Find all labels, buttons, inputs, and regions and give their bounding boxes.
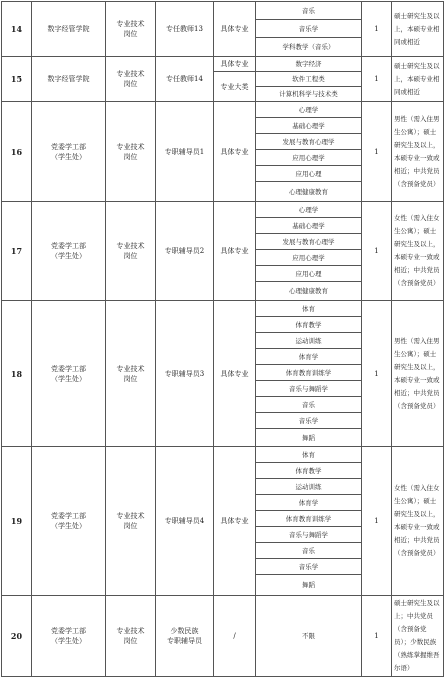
major-cell: 舞蹈 (256, 429, 362, 447)
recruitment-table (1, 1, 444, 677)
table-row (2, 57, 444, 72)
major-cell: 音乐 (256, 543, 362, 559)
major-cell: 音乐学 (256, 559, 362, 575)
category-cell: 具体专业 (214, 447, 256, 596)
post-name-cell: 少数民族 专职辅导员 (156, 596, 214, 677)
department-cell: 数字经管学院 (32, 57, 106, 102)
position-type-cell: 专业技术 岗位 (106, 301, 156, 447)
count-cell: 1 (362, 202, 392, 301)
major-cell: 应用心理 (256, 266, 362, 282)
category-cell: 具体专业 (214, 202, 256, 301)
post-name-cell: 专职辅导员4 (156, 447, 214, 596)
major-cell: 运动训练 (256, 333, 362, 349)
major-cell: 音乐与舞蹈学 (256, 527, 362, 543)
category-cell: 具体专业 (214, 57, 256, 72)
row-number: 15 (2, 57, 32, 102)
major-cell: 体育学 (256, 349, 362, 365)
major-cell: 基础心理学 (256, 118, 362, 134)
category-cell: 具体专业 (214, 2, 256, 57)
major-cell: 音乐 (256, 2, 362, 20)
major-cell: 心理健康教育 (256, 282, 362, 301)
position-type-cell: 专业技术 岗位 (106, 596, 156, 677)
post-name-cell: 专任教师14 (156, 57, 214, 102)
major-cell: 体育教学 (256, 317, 362, 333)
major-cell: 体育 (256, 447, 362, 463)
department-cell: 党委学工部 （学生处） (32, 202, 106, 301)
requirement-cell: 硕士研究生及以上，本硕专业相同或相近 (392, 2, 444, 57)
major-cell: 音乐 (256, 397, 362, 413)
row-number: 20 (2, 596, 32, 677)
major-cell: 心理学 (256, 102, 362, 118)
major-cell: 发展与教育心理学 (256, 134, 362, 150)
major-cell: 音乐与舞蹈学 (256, 381, 362, 397)
post-name-cell: 专职辅导员1 (156, 102, 214, 202)
position-type-cell: 专业技术 岗位 (106, 102, 156, 202)
major-cell: 基础心理学 (256, 218, 362, 234)
requirement-cell: 硕士研究生及以上，本硕专业相同或相近 (392, 57, 444, 102)
requirement-cell: 硕士研究生及以上；中共党员（含预备党员）；少数民族（熟练掌握维吾尔语） (392, 596, 444, 677)
table-row (2, 102, 444, 118)
row-number: 19 (2, 447, 32, 596)
major-cell: 运动训练 (256, 479, 362, 495)
major-cell: 不限 (256, 596, 362, 677)
count-cell: 1 (362, 57, 392, 102)
count-cell: 1 (362, 596, 392, 677)
major-cell: 体育教学 (256, 463, 362, 479)
count-cell: 1 (362, 447, 392, 596)
major-cell: 应用心理学 (256, 150, 362, 166)
requirement-cell: 男性（需入住男生公寓）；硕士研究生及以上，本硕专业一致或相近；中共党员（含预备党员） (392, 102, 444, 202)
department-cell: 党委学工部 （学生处） (32, 447, 106, 596)
table-row (2, 2, 444, 20)
major-cell: 计算机科学与技术类 (256, 87, 362, 102)
requirement-cell: 女性（需入住女生公寓）；硕士研究生及以上，本硕专业一致或相近；中共党员（含预备党员） (392, 447, 444, 596)
category-cell: 具体专业 (214, 301, 256, 447)
major-cell: 心理学 (256, 202, 362, 218)
post-name-cell: 专任教师13 (156, 2, 214, 57)
major-cell: 发展与教育心理学 (256, 234, 362, 250)
department-cell: 党委学工部 （学生处） (32, 596, 106, 677)
category-cell: 具体专业 (214, 102, 256, 202)
table-row (2, 447, 444, 463)
position-type-cell: 专业技术 岗位 (106, 2, 156, 57)
major-cell: 软件工程类 (256, 72, 362, 87)
major-cell: 舞蹈 (256, 575, 362, 596)
row-number: 18 (2, 301, 32, 447)
count-cell: 1 (362, 301, 392, 447)
major-cell: 应用心理 (256, 166, 362, 182)
major-cell: 体育 (256, 301, 362, 317)
position-type-cell: 专业技术 岗位 (106, 202, 156, 301)
major-cell: 数字经济 (256, 57, 362, 72)
major-cell: 音乐学 (256, 20, 362, 38)
post-name-cell: 专职辅导员2 (156, 202, 214, 301)
table-row (2, 202, 444, 218)
count-cell: 1 (362, 102, 392, 202)
requirement-cell: 男性（需入住男生公寓）；硕士研究生及以上，本硕专业一致或相近；中共党员（含预备党员） (392, 301, 444, 447)
department-cell: 数字经管学院 (32, 2, 106, 57)
major-cell: 心理健康教育 (256, 182, 362, 202)
position-type-cell: 专业技术 岗位 (106, 57, 156, 102)
table-row (2, 596, 444, 677)
category-cell: / (214, 596, 256, 677)
department-cell: 党委学工部 （学生处） (32, 102, 106, 202)
table-row (2, 301, 444, 317)
major-cell: 体育教育训练学 (256, 511, 362, 527)
department-cell: 党委学工部 （学生处） (32, 301, 106, 447)
major-cell: 体育学 (256, 495, 362, 511)
row-number: 16 (2, 102, 32, 202)
category-cell: 专业大类 (214, 72, 256, 102)
major-cell: 体育教育训练学 (256, 365, 362, 381)
major-cell: 学科教学（音乐） (256, 38, 362, 57)
row-number: 17 (2, 202, 32, 301)
row-number: 14 (2, 2, 32, 57)
major-cell: 应用心理学 (256, 250, 362, 266)
position-type-cell: 专业技术 岗位 (106, 447, 156, 596)
major-cell: 音乐学 (256, 413, 362, 429)
count-cell: 1 (362, 2, 392, 57)
post-name-cell: 专职辅导员3 (156, 301, 214, 447)
requirement-cell: 女性（需入住女生公寓）；硕士研究生及以上，本硕专业一致或相近；中共党员（含预备党员） (392, 202, 444, 301)
